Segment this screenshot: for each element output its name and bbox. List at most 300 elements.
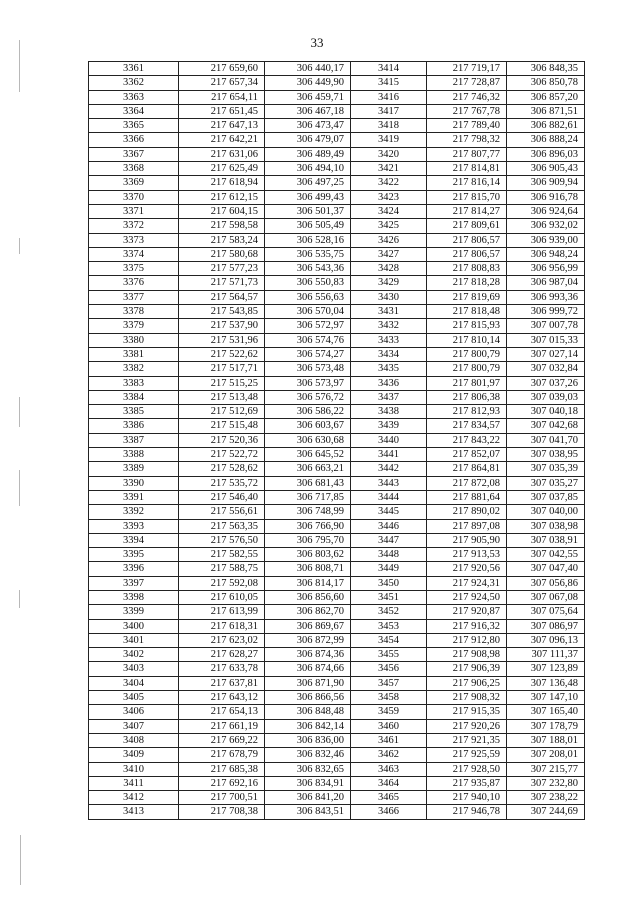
table-row <box>89 419 585 433</box>
y-coordinate-cell: 306 857,20 <box>507 90 585 104</box>
x-coordinate-cell: 217 815,93 <box>427 319 507 333</box>
table-row <box>89 619 585 633</box>
x-coordinate-cell: 217 890,02 <box>427 505 507 519</box>
y-coordinate-cell: 306 856,60 <box>265 590 351 604</box>
x-coordinate-cell: 217 623,02 <box>179 633 265 647</box>
point-number-cell: 3362 <box>89 76 179 90</box>
point-number-cell: 3371 <box>89 204 179 218</box>
point-number-cell: 3398 <box>89 590 179 604</box>
y-coordinate-cell: 307 096,13 <box>507 633 585 647</box>
y-coordinate-cell: 307 035,27 <box>507 476 585 490</box>
x-coordinate-cell: 217 556,61 <box>179 505 265 519</box>
x-coordinate-cell: 217 618,31 <box>179 619 265 633</box>
x-coordinate-cell: 217 513,48 <box>179 390 265 404</box>
y-coordinate-cell: 306 501,37 <box>265 204 351 218</box>
x-coordinate-cell: 217 924,50 <box>427 590 507 604</box>
scan-margin-mark <box>20 835 21 885</box>
table-row <box>89 519 585 533</box>
x-coordinate-cell: 217 905,90 <box>427 533 507 547</box>
y-coordinate-cell: 306 905,43 <box>507 162 585 176</box>
x-coordinate-cell: 217 728,87 <box>427 76 507 90</box>
point-number-cell: 3408 <box>89 733 179 747</box>
y-coordinate-cell: 306 874,66 <box>265 662 351 676</box>
table-row <box>89 691 585 705</box>
point-number-cell: 3416 <box>351 90 427 104</box>
point-number-cell: 3383 <box>89 376 179 390</box>
x-coordinate-cell: 217 807,77 <box>427 147 507 161</box>
x-coordinate-cell: 217 843,22 <box>427 433 507 447</box>
y-coordinate-cell: 307 178,79 <box>507 719 585 733</box>
y-coordinate-cell: 306 440,17 <box>265 62 351 76</box>
point-number-cell: 3464 <box>351 776 427 790</box>
point-number-cell: 3419 <box>351 133 427 147</box>
x-coordinate-cell: 217 921,35 <box>427 733 507 747</box>
x-coordinate-cell: 217 798,32 <box>427 133 507 147</box>
point-number-cell: 3426 <box>351 233 427 247</box>
y-coordinate-cell: 306 528,16 <box>265 233 351 247</box>
y-coordinate-cell: 306 939,00 <box>507 233 585 247</box>
x-coordinate-cell: 217 814,27 <box>427 204 507 218</box>
x-coordinate-cell: 217 654,11 <box>179 90 265 104</box>
point-number-cell: 3378 <box>89 305 179 319</box>
x-coordinate-cell: 217 872,08 <box>427 476 507 490</box>
point-number-cell: 3425 <box>351 219 427 233</box>
y-coordinate-cell: 307 244,69 <box>507 805 585 819</box>
x-coordinate-cell: 217 613,99 <box>179 605 265 619</box>
x-coordinate-cell: 217 814,81 <box>427 162 507 176</box>
table-row <box>89 462 585 476</box>
point-number-cell: 3424 <box>351 204 427 218</box>
y-coordinate-cell: 306 473,47 <box>265 119 351 133</box>
point-number-cell: 3377 <box>89 290 179 304</box>
y-coordinate-cell: 306 717,85 <box>265 490 351 504</box>
x-coordinate-cell: 217 940,10 <box>427 791 507 805</box>
x-coordinate-cell: 217 708,38 <box>179 805 265 819</box>
x-coordinate-cell: 217 924,31 <box>427 576 507 590</box>
y-coordinate-cell: 307 165,40 <box>507 705 585 719</box>
point-number-cell: 3442 <box>351 462 427 476</box>
point-number-cell: 3423 <box>351 190 427 204</box>
y-coordinate-cell: 306 535,75 <box>265 247 351 261</box>
point-number-cell: 3370 <box>89 190 179 204</box>
point-number-cell: 3364 <box>89 104 179 118</box>
x-coordinate-cell: 217 806,57 <box>427 247 507 261</box>
table-row <box>89 76 585 90</box>
x-coordinate-cell: 217 812,93 <box>427 405 507 419</box>
scan-margin-mark <box>19 238 20 254</box>
table-row <box>89 104 585 118</box>
y-coordinate-cell: 306 489,49 <box>265 147 351 161</box>
x-coordinate-cell: 217 906,39 <box>427 662 507 676</box>
y-coordinate-cell: 307 027,14 <box>507 347 585 361</box>
point-number-cell: 3399 <box>89 605 179 619</box>
x-coordinate-cell: 217 800,79 <box>427 347 507 361</box>
table-row <box>89 605 585 619</box>
table-row <box>89 748 585 762</box>
y-coordinate-cell: 307 123,89 <box>507 662 585 676</box>
point-number-cell: 3428 <box>351 262 427 276</box>
point-number-cell: 3401 <box>89 633 179 647</box>
x-coordinate-cell: 217 546,40 <box>179 490 265 504</box>
point-number-cell: 3443 <box>351 476 427 490</box>
x-coordinate-cell: 217 669,22 <box>179 733 265 747</box>
table-row <box>89 405 585 419</box>
point-number-cell: 3374 <box>89 247 179 261</box>
table-row <box>89 562 585 576</box>
table-row <box>89 290 585 304</box>
table-row <box>89 362 585 376</box>
y-coordinate-cell: 306 574,27 <box>265 347 351 361</box>
x-coordinate-cell: 217 598,58 <box>179 219 265 233</box>
x-coordinate-cell: 217 767,78 <box>427 104 507 118</box>
y-coordinate-cell: 306 570,04 <box>265 305 351 319</box>
point-number-cell: 3463 <box>351 762 427 776</box>
point-number-cell: 3400 <box>89 619 179 633</box>
y-coordinate-cell: 306 834,91 <box>265 776 351 790</box>
point-number-cell: 3440 <box>351 433 427 447</box>
y-coordinate-cell: 306 603,67 <box>265 419 351 433</box>
x-coordinate-cell: 217 633,78 <box>179 662 265 676</box>
y-coordinate-cell: 306 836,00 <box>265 733 351 747</box>
x-coordinate-cell: 217 522,72 <box>179 448 265 462</box>
x-coordinate-cell: 217 612,15 <box>179 190 265 204</box>
table-row <box>89 433 585 447</box>
x-coordinate-cell: 217 920,56 <box>427 562 507 576</box>
point-number-cell: 3435 <box>351 362 427 376</box>
y-coordinate-cell: 306 862,70 <box>265 605 351 619</box>
point-number-cell: 3465 <box>351 791 427 805</box>
table-row <box>89 719 585 733</box>
y-coordinate-cell: 306 832,46 <box>265 748 351 762</box>
y-coordinate-cell: 307 056,86 <box>507 576 585 590</box>
point-number-cell: 3447 <box>351 533 427 547</box>
x-coordinate-cell: 217 628,27 <box>179 648 265 662</box>
y-coordinate-cell: 306 850,78 <box>507 76 585 90</box>
y-coordinate-cell: 307 038,95 <box>507 448 585 462</box>
x-coordinate-cell: 217 864,81 <box>427 462 507 476</box>
point-number-cell: 3402 <box>89 648 179 662</box>
point-number-cell: 3458 <box>351 691 427 705</box>
point-number-cell: 3382 <box>89 362 179 376</box>
point-number-cell: 3452 <box>351 605 427 619</box>
y-coordinate-cell: 306 874,36 <box>265 648 351 662</box>
y-coordinate-cell: 307 015,33 <box>507 333 585 347</box>
table-row <box>89 233 585 247</box>
x-coordinate-cell: 217 520,36 <box>179 433 265 447</box>
point-number-cell: 3381 <box>89 347 179 361</box>
table-row <box>89 648 585 662</box>
y-coordinate-cell: 307 188,01 <box>507 733 585 747</box>
x-coordinate-cell: 217 913,53 <box>427 548 507 562</box>
point-number-cell: 3384 <box>89 390 179 404</box>
x-coordinate-cell: 217 543,85 <box>179 305 265 319</box>
x-coordinate-cell: 217 925,59 <box>427 748 507 762</box>
y-coordinate-cell: 306 576,72 <box>265 390 351 404</box>
y-coordinate-cell: 306 896,03 <box>507 147 585 161</box>
point-number-cell: 3373 <box>89 233 179 247</box>
x-coordinate-cell: 217 806,38 <box>427 390 507 404</box>
y-coordinate-cell: 306 814,17 <box>265 576 351 590</box>
x-coordinate-cell: 217 588,75 <box>179 562 265 576</box>
x-coordinate-cell: 217 881,64 <box>427 490 507 504</box>
table-row <box>89 448 585 462</box>
y-coordinate-cell: 306 993,36 <box>507 290 585 304</box>
x-coordinate-cell: 217 834,57 <box>427 419 507 433</box>
point-number-cell: 3393 <box>89 519 179 533</box>
scan-margin-mark <box>19 590 20 608</box>
point-number-cell: 3365 <box>89 119 179 133</box>
point-number-cell: 3389 <box>89 462 179 476</box>
table-row <box>89 147 585 161</box>
x-coordinate-cell: 217 920,87 <box>427 605 507 619</box>
x-coordinate-cell: 217 571,73 <box>179 276 265 290</box>
point-number-cell: 3376 <box>89 276 179 290</box>
x-coordinate-cell: 217 535,72 <box>179 476 265 490</box>
y-coordinate-cell: 306 572,97 <box>265 319 351 333</box>
y-coordinate-cell: 306 479,07 <box>265 133 351 147</box>
point-number-cell: 3460 <box>351 719 427 733</box>
y-coordinate-cell: 306 543,36 <box>265 262 351 276</box>
x-coordinate-cell: 217 912,80 <box>427 633 507 647</box>
y-coordinate-cell: 306 909,94 <box>507 176 585 190</box>
y-coordinate-cell: 307 136,48 <box>507 676 585 690</box>
y-coordinate-cell: 306 882,61 <box>507 119 585 133</box>
table-row <box>89 333 585 347</box>
point-number-cell: 3422 <box>351 176 427 190</box>
x-coordinate-cell: 217 642,21 <box>179 133 265 147</box>
y-coordinate-cell: 306 999,72 <box>507 305 585 319</box>
y-coordinate-cell: 307 086,97 <box>507 619 585 633</box>
x-coordinate-cell: 217 746,32 <box>427 90 507 104</box>
x-coordinate-cell: 217 915,35 <box>427 705 507 719</box>
x-coordinate-cell: 217 810,14 <box>427 333 507 347</box>
x-coordinate-cell: 217 631,06 <box>179 147 265 161</box>
point-number-cell: 3363 <box>89 90 179 104</box>
point-number-cell: 3459 <box>351 705 427 719</box>
x-coordinate-cell: 217 935,87 <box>427 776 507 790</box>
table-row <box>89 490 585 504</box>
table-row <box>89 390 585 404</box>
point-number-cell: 3433 <box>351 333 427 347</box>
y-coordinate-cell: 307 035,39 <box>507 462 585 476</box>
y-coordinate-cell: 306 630,68 <box>265 433 351 447</box>
point-number-cell: 3449 <box>351 562 427 576</box>
coordinates-table <box>88 61 585 820</box>
point-number-cell: 3461 <box>351 733 427 747</box>
x-coordinate-cell: 217 661,19 <box>179 719 265 733</box>
table-row <box>89 476 585 490</box>
y-coordinate-cell: 307 147,10 <box>507 691 585 705</box>
y-coordinate-cell: 307 232,80 <box>507 776 585 790</box>
coordinates-table-body <box>89 62 585 820</box>
x-coordinate-cell: 217 654,13 <box>179 705 265 719</box>
y-coordinate-cell: 306 663,21 <box>265 462 351 476</box>
table-row <box>89 376 585 390</box>
point-number-cell: 3446 <box>351 519 427 533</box>
x-coordinate-cell: 217 908,32 <box>427 691 507 705</box>
point-number-cell: 3375 <box>89 262 179 276</box>
point-number-cell: 3417 <box>351 104 427 118</box>
table-row <box>89 262 585 276</box>
y-coordinate-cell: 307 042,68 <box>507 419 585 433</box>
point-number-cell: 3409 <box>89 748 179 762</box>
point-number-cell: 3455 <box>351 648 427 662</box>
x-coordinate-cell: 217 700,51 <box>179 791 265 805</box>
point-number-cell: 3395 <box>89 548 179 562</box>
x-coordinate-cell: 217 806,57 <box>427 233 507 247</box>
x-coordinate-cell: 217 643,12 <box>179 691 265 705</box>
y-coordinate-cell: 306 871,90 <box>265 676 351 690</box>
point-number-cell: 3397 <box>89 576 179 590</box>
table-row <box>89 276 585 290</box>
point-number-cell: 3427 <box>351 247 427 261</box>
x-coordinate-cell: 217 818,28 <box>427 276 507 290</box>
table-row <box>89 62 585 76</box>
table-row <box>89 776 585 790</box>
y-coordinate-cell: 306 505,49 <box>265 219 351 233</box>
table-row <box>89 133 585 147</box>
x-coordinate-cell: 217 928,50 <box>427 762 507 776</box>
table-row <box>89 662 585 676</box>
x-coordinate-cell: 217 512,69 <box>179 405 265 419</box>
table-row <box>89 204 585 218</box>
x-coordinate-cell: 217 651,45 <box>179 104 265 118</box>
table-row <box>89 705 585 719</box>
point-number-cell: 3436 <box>351 376 427 390</box>
x-coordinate-cell: 217 637,81 <box>179 676 265 690</box>
y-coordinate-cell: 306 494,10 <box>265 162 351 176</box>
y-coordinate-cell: 306 869,67 <box>265 619 351 633</box>
x-coordinate-cell: 217 692,16 <box>179 776 265 790</box>
point-number-cell: 3367 <box>89 147 179 161</box>
point-number-cell: 3451 <box>351 590 427 604</box>
y-coordinate-cell: 307 032,84 <box>507 362 585 376</box>
y-coordinate-cell: 306 948,24 <box>507 247 585 261</box>
point-number-cell: 3430 <box>351 290 427 304</box>
table-row <box>89 576 585 590</box>
x-coordinate-cell: 217 719,17 <box>427 62 507 76</box>
x-coordinate-cell: 217 515,25 <box>179 376 265 390</box>
table-row <box>89 347 585 361</box>
x-coordinate-cell: 217 522,62 <box>179 347 265 361</box>
table-row <box>89 305 585 319</box>
x-coordinate-cell: 217 515,48 <box>179 419 265 433</box>
x-coordinate-cell: 217 563,35 <box>179 519 265 533</box>
table-row <box>89 162 585 176</box>
y-coordinate-cell: 306 449,90 <box>265 76 351 90</box>
table-row <box>89 548 585 562</box>
table-row <box>89 791 585 805</box>
y-coordinate-cell: 307 047,40 <box>507 562 585 576</box>
y-coordinate-cell: 307 215,77 <box>507 762 585 776</box>
x-coordinate-cell: 217 801,97 <box>427 376 507 390</box>
point-number-cell: 3405 <box>89 691 179 705</box>
y-coordinate-cell: 306 573,97 <box>265 376 351 390</box>
table-row <box>89 176 585 190</box>
x-coordinate-cell: 217 577,23 <box>179 262 265 276</box>
point-number-cell: 3404 <box>89 676 179 690</box>
point-number-cell: 3429 <box>351 276 427 290</box>
y-coordinate-cell: 307 075,64 <box>507 605 585 619</box>
point-number-cell: 3439 <box>351 419 427 433</box>
x-coordinate-cell: 217 582,55 <box>179 548 265 562</box>
y-coordinate-cell: 307 038,98 <box>507 519 585 533</box>
x-coordinate-cell: 217 618,94 <box>179 176 265 190</box>
x-coordinate-cell: 217 564,57 <box>179 290 265 304</box>
y-coordinate-cell: 307 037,26 <box>507 376 585 390</box>
point-number-cell: 3438 <box>351 405 427 419</box>
y-coordinate-cell: 306 924,64 <box>507 204 585 218</box>
x-coordinate-cell: 217 537,90 <box>179 319 265 333</box>
y-coordinate-cell: 306 574,76 <box>265 333 351 347</box>
x-coordinate-cell: 217 657,34 <box>179 76 265 90</box>
point-number-cell: 3457 <box>351 676 427 690</box>
point-number-cell: 3413 <box>89 805 179 819</box>
table-row <box>89 805 585 819</box>
table-row <box>89 505 585 519</box>
x-coordinate-cell: 217 852,07 <box>427 448 507 462</box>
y-coordinate-cell: 306 748,99 <box>265 505 351 519</box>
y-coordinate-cell: 306 808,71 <box>265 562 351 576</box>
point-number-cell: 3368 <box>89 162 179 176</box>
x-coordinate-cell: 217 815,70 <box>427 190 507 204</box>
y-coordinate-cell: 307 111,37 <box>507 648 585 662</box>
y-coordinate-cell: 307 042,55 <box>507 548 585 562</box>
y-coordinate-cell: 306 681,43 <box>265 476 351 490</box>
y-coordinate-cell: 306 871,51 <box>507 104 585 118</box>
y-coordinate-cell: 306 842,14 <box>265 719 351 733</box>
point-number-cell: 3390 <box>89 476 179 490</box>
x-coordinate-cell: 217 906,25 <box>427 676 507 690</box>
point-number-cell: 3453 <box>351 619 427 633</box>
point-number-cell: 3386 <box>89 419 179 433</box>
point-number-cell: 3361 <box>89 62 179 76</box>
point-number-cell: 3392 <box>89 505 179 519</box>
page-number: 33 <box>310 35 324 50</box>
table-row <box>89 119 585 133</box>
point-number-cell: 3421 <box>351 162 427 176</box>
y-coordinate-cell: 307 007,78 <box>507 319 585 333</box>
y-coordinate-cell: 307 208,01 <box>507 748 585 762</box>
y-coordinate-cell: 306 872,99 <box>265 633 351 647</box>
point-number-cell: 3431 <box>351 305 427 319</box>
point-number-cell: 3437 <box>351 390 427 404</box>
x-coordinate-cell: 217 610,05 <box>179 590 265 604</box>
x-coordinate-cell: 217 583,24 <box>179 233 265 247</box>
x-coordinate-cell: 217 818,48 <box>427 305 507 319</box>
table-row <box>89 90 585 104</box>
y-coordinate-cell: 306 550,83 <box>265 276 351 290</box>
table-row <box>89 319 585 333</box>
y-coordinate-cell: 306 841,20 <box>265 791 351 805</box>
point-number-cell: 3388 <box>89 448 179 462</box>
x-coordinate-cell: 217 789,40 <box>427 119 507 133</box>
x-coordinate-cell: 217 808,83 <box>427 262 507 276</box>
x-coordinate-cell: 217 920,26 <box>427 719 507 733</box>
y-coordinate-cell: 306 848,35 <box>507 62 585 76</box>
x-coordinate-cell: 217 528,62 <box>179 462 265 476</box>
y-coordinate-cell: 306 848,48 <box>265 705 351 719</box>
point-number-cell: 3444 <box>351 490 427 504</box>
x-coordinate-cell: 217 800,79 <box>427 362 507 376</box>
x-coordinate-cell: 217 659,60 <box>179 62 265 76</box>
point-number-cell: 3387 <box>89 433 179 447</box>
table-row <box>89 590 585 604</box>
point-number-cell: 3411 <box>89 776 179 790</box>
y-coordinate-cell: 307 039,03 <box>507 390 585 404</box>
point-number-cell: 3372 <box>89 219 179 233</box>
y-coordinate-cell: 307 238,22 <box>507 791 585 805</box>
